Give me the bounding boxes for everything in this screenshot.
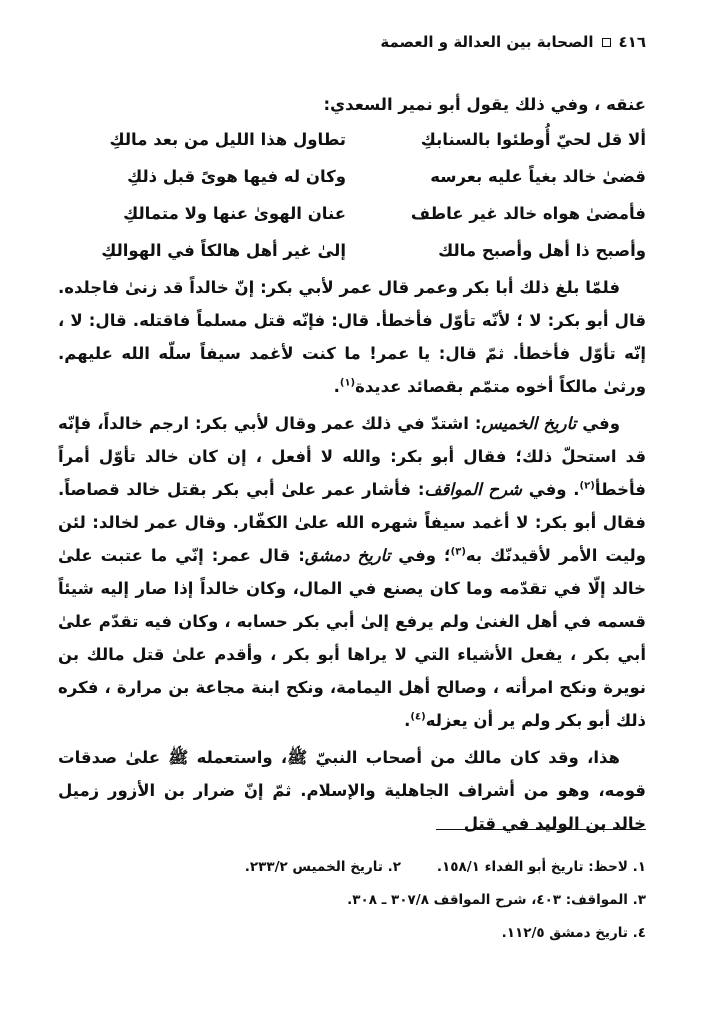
paragraph-text: فلمّا بلغ ذلك أبا بكر وعمر قال عمر لأبي بكر: إنّ خالداً قد زنىٰ فاجلده. قال أبو بكر: لا ؛ لأنّه تأوّل فأخطأ. قال: فإنّه قتل مسلماً فاقتله. قال: لا ، إنّه تأوّل فأخطأ. ثمّ قال: يا عمر! ما كنت لأغمد سيفاً سلّه الله عليهم. ورثىٰ مالكاً أخوه متمّم بقصائد عديدة: [58, 278, 646, 396]
footnote-2: ٢. تاريخ الخميس ٢٣٣/٢.: [244, 858, 401, 875]
footnote-row: [58, 850, 646, 883]
footnotes: [58, 850, 646, 949]
source-title: شرح المواقف: [424, 480, 523, 499]
paragraph-text: : قال عمر: إنّي ما عتبت علىٰ خالد إلّا في تقدّمه وما كان يصنع في المال، وكان خالداً إذا صار إليه شيئاً قسمه في أهل الغنىٰ ولم يرفع إلىٰ أبي بكر حسابه ، وكان فيه تقدّم علىٰ أبي بكر ، يفعل الأشياء التي لا يراها أبو بكر ، وأقدم علىٰ قتل مالك بن نويرة ونكح امرأته ، وصالح أهل اليمامة، ونكح ابنة مجاعة بن مرارة ، فكره ذلك أبو بكر ولم ير أن يعزله: [58, 546, 646, 730]
poem-verse: [58, 158, 646, 195]
paragraph-text: ؛ وفي: [390, 546, 451, 565]
footnote-3: ٣. المواقف: ٤٠٣، شرح المواقف ٣٠٧/٨ ـ ٣٠٨.: [347, 891, 646, 908]
footnote-divider: [436, 829, 646, 830]
paragraph-text: .: [404, 711, 411, 730]
poem: [58, 121, 646, 269]
paragraph-text: : فأشار عمر علىٰ أبي بكر بقتل خالد قصاصاً. فقال أبو بكر: لا أغمد سيفاً شهره الله علىٰ الكفّار. وقال عمر لخالد: لئن وليت الأمر لأقيدنّك به: [58, 480, 647, 565]
footnote-row: [58, 916, 646, 949]
intro-line: عنقه ، وفي ذلك يقول أبو نمير السعدي:: [323, 95, 646, 114]
verse-first-hemistich: ألا قل لحيّ أُوطئوا بالسنابكِ: [420, 130, 646, 149]
verse-second-hemistich: عنان الهوىٰ عنها ولا متمالكِ: [123, 204, 346, 223]
verse-first-hemistich: وأصبح ذا أهل وأصبح مالك: [438, 241, 646, 260]
footnote-row: [58, 883, 646, 916]
paragraph-text: وفي: [576, 414, 620, 433]
verse-first-hemistich: قضىٰ خالد بغياً عليه بعرسه: [430, 167, 646, 186]
poem-verse: [58, 195, 646, 232]
verse-second-hemistich: إلىٰ غير أهل هالكاً في الهوالكِ: [101, 241, 346, 260]
poem-verse: [58, 121, 646, 158]
paragraph-text: . وفي: [522, 480, 580, 499]
footnote-4: ٤. تاريخ دمشق ١١٢/٥.: [501, 924, 646, 941]
page-header: [380, 30, 646, 54]
footnote-ref[interactable]: (١): [339, 377, 356, 389]
main-text: [58, 88, 646, 840]
source-title: تاريخ الخميس: [481, 414, 577, 433]
paragraph-2: [58, 407, 646, 737]
running-title: الصحابة بين العدالة و العصمة: [380, 33, 594, 51]
footnote-ref[interactable]: (٢): [579, 480, 595, 492]
verse-second-hemistich: وكان له فيها هوىً قبل ذلكِ: [127, 167, 346, 186]
page-number: ٤١٦: [618, 33, 646, 51]
paragraph-1: فلمّا بلغ ذلك أبا بكر وعمر قال عمر لأبي بكر: إنّ خالداً قد زنىٰ فاجلده. قال أبو بكر: لا ؛ لأنّه تأوّل فأخطأ. قال: فإنّه قتل مسلماً فاقتله. قال: لا ، إنّه تأوّل فأخطأ. ثمّ قال: يا عمر! ما كنت لأغمد سيفاً سلّه الله عليهم. ورثىٰ مالكاً أخوه متمّم بقصائد عديدة$^{(١)}$.: [58, 278, 646, 396]
footnote-ref[interactable]: (٣): [450, 546, 466, 558]
paragraph-3: هذا، وقد كان مالك من أصحاب النبيّ ﷺ، واستعمله ﷺ علىٰ صدقات قومه، وهو من أشراف الجاهلية والإسلام. ثمّ إنّ ضرار بن الأزور زميل خالد بن الوليد في قتل: [58, 748, 646, 833]
verse-first-hemistich: فأمضىٰ هواه خالد غير عاطف: [410, 204, 646, 223]
poem-verse: [58, 232, 646, 269]
paragraph-text: : اشتدّ في ذلك عمر وقال لأبي بكر: ارجم خالداً، فإنّه قد استحلّ ذلك؛ فقال أبو بكر: والله لا أفعل ، إن كان خالد تأوّل أمراً فأخطأ: [58, 414, 646, 499]
footnote-ref[interactable]: (٤): [410, 711, 426, 723]
square-ornament-icon: [602, 38, 611, 47]
verse-second-hemistich: تطاول هذا الليل من بعد مالكِ: [109, 130, 346, 149]
source-title: تاريخ دمشق: [304, 546, 391, 565]
footnote-1: ١. لاحظ: تاريخ أبو الفداء ١٥٨/١.: [436, 858, 646, 875]
